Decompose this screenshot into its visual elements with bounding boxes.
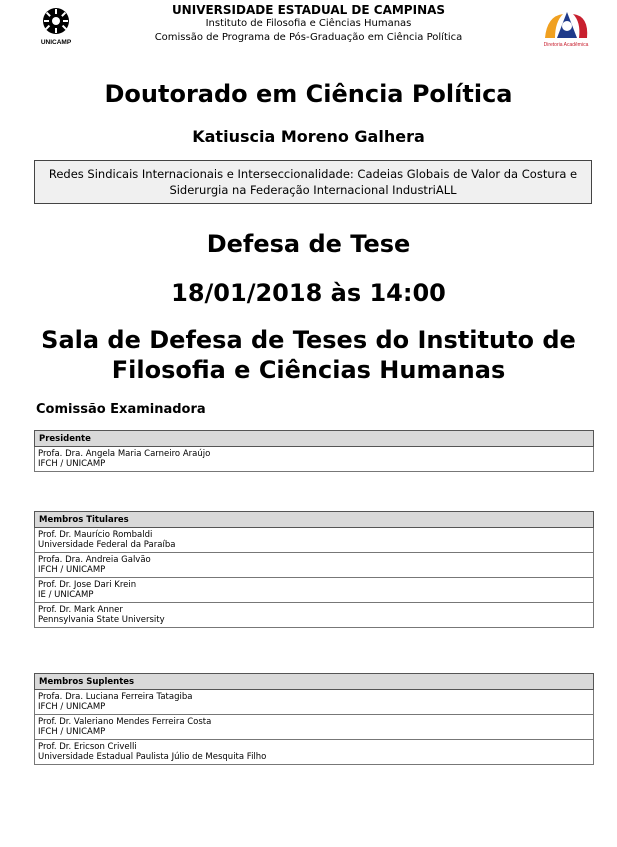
member-affiliation: Universidade Estadual Paulista Júlio de Mesquita Filho — [38, 752, 267, 762]
diretoria-logo-text: Diretoria Acadêmica — [543, 42, 589, 48]
table-row — [35, 553, 594, 578]
suplentes-table — [34, 673, 594, 765]
member-affiliation: IFCH / UNICAMP — [38, 459, 106, 469]
member-name: Profa. Dra. Angela Maria Carneiro Araújo — [38, 449, 211, 459]
event-type: Defesa de Tese — [206, 230, 411, 258]
institute-name: Instituto de Filosofia e Ciências Humanas — [205, 18, 412, 29]
member-affiliation: IE / UNICAMP — [38, 590, 94, 600]
table-row — [35, 528, 594, 553]
member-name: Prof. Dr. Jose Dari Krein — [38, 580, 137, 590]
committee-title: Comissão Examinadora — [36, 402, 206, 417]
event-datetime: 18/01/2018 às 14:00 — [171, 279, 446, 307]
member-name: Profa. Dra. Luciana Ferreira Tatagiba — [38, 692, 193, 702]
event-place: Sala de Defesa de Teses do Instituto de Filosofia e Ciências Humanas — [41, 326, 576, 384]
president-table — [34, 430, 594, 472]
member-name: Prof. Dr. Valeriano Mendes Ferreira Costa — [38, 717, 212, 727]
table-row — [35, 740, 594, 765]
member-name: Prof. Dr. Ericson Crivelli — [38, 742, 137, 752]
thesis-title-box — [34, 160, 592, 204]
president-header: Presidente — [35, 431, 594, 447]
member-name: Profa. Dra. Andreia Galvão — [38, 555, 151, 565]
unicamp-logo-text: UNICAMP — [40, 39, 72, 46]
member-affiliation: IFCH / UNICAMP — [38, 565, 106, 575]
suplentes-header: Membros Suplentes — [35, 674, 594, 690]
unicamp-logo — [36, 6, 76, 46]
committee-name: Comissão de Programa de Pós-Graduação em Ciência Política — [154, 32, 463, 43]
member-affiliation: Pennsylvania State University — [38, 615, 165, 625]
table-row — [35, 603, 594, 628]
document-header — [0, 0, 617, 50]
member-affiliation: IFCH / UNICAMP — [38, 727, 106, 737]
institution-name: UNIVERSIDADE ESTADUAL DE CAMPINAS — [171, 3, 446, 17]
member-affiliation: IFCH / UNICAMP — [38, 702, 106, 712]
table-row — [35, 447, 594, 472]
titulares-table — [34, 511, 594, 628]
thesis-title: Redes Sindicais Internacionais e Interseccionalidade: Cadeias Globais de Valor da Costura e Siderurgia na Federação Internacional IndustriALL — [48, 167, 578, 197]
member-name: Prof. Dr. Mark Anner — [38, 605, 123, 615]
member-name: Prof. Dr. Maurício Rombaldi — [38, 530, 153, 540]
member-affiliation: Universidade Federal da Paraíba — [38, 540, 176, 550]
program-title: Doutorado em Ciência Política — [104, 80, 513, 108]
table-row — [35, 715, 594, 740]
titulares-header: Membros Titulares — [35, 512, 594, 528]
table-row — [35, 578, 594, 603]
table-row — [35, 690, 594, 715]
student-name: Katiuscia Moreno Galhera — [192, 127, 425, 146]
diretoria-academica-logo — [537, 8, 595, 48]
